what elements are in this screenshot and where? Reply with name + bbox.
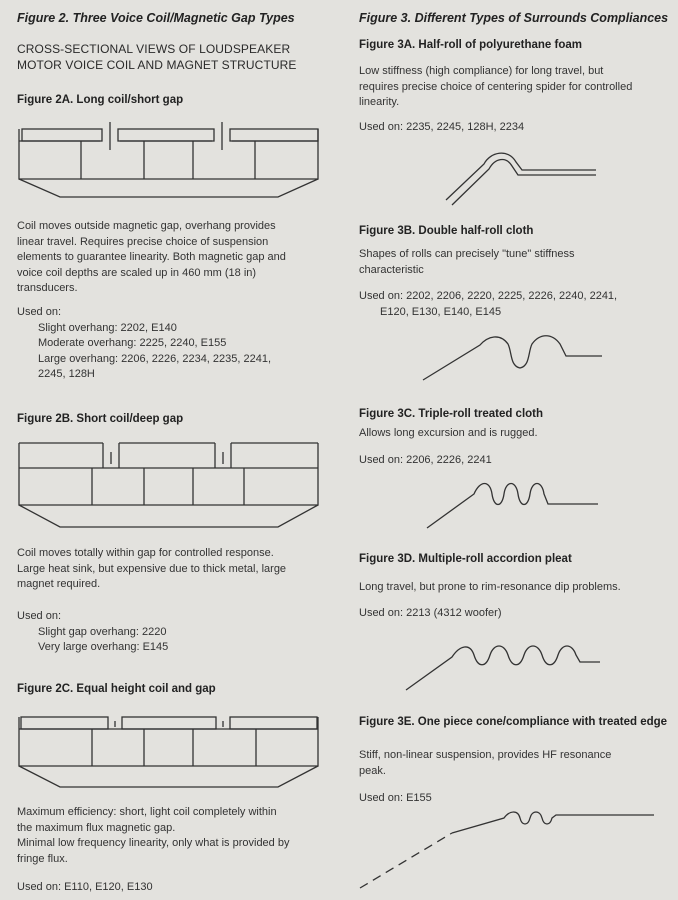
text-line: Minimal low frequency linearity, only what is provided by — [17, 837, 290, 849]
text-line: Coil moves outside magnetic gap, overhang provides — [17, 220, 276, 232]
figure-2a-heading: Figure 2A. Long coil/short gap — [17, 94, 184, 106]
text-line: Low stiffness (high compliance) for long travel, but — [359, 65, 604, 77]
figure-3e-heading: Figure 3E. One piece cone/compliance with treated edge — [359, 716, 668, 728]
figure-3a-heading: Figure 3A. Half-roll of polyurethane foam — [359, 39, 582, 51]
used-on-line: E120, E130, E140, E145 — [380, 305, 502, 318]
figure-3c-heading: Figure 3C. Triple-roll treated cloth — [359, 408, 544, 420]
figure-3c-used-on: Used on: 2206, 2226, 2241 — [359, 454, 492, 466]
text-line: elements to guarantee linearity. Both magnetic gap and — [17, 251, 286, 263]
text-line: Large heat sink, but expensive due to thick metal, large — [17, 562, 287, 575]
text-line: the maximum flux magnetic gap. — [17, 821, 176, 834]
used-on-item: Very large overhang: E145 — [38, 641, 169, 653]
used-on-label: Used on: — [17, 610, 62, 622]
text-line: Coil moves totally within gap for controlled response. — [17, 547, 274, 559]
figure-3e-used-on: Used on: E155 — [359, 792, 432, 804]
used-on-item: Slight gap overhang: 2220 — [38, 625, 167, 638]
figure-3b-heading: Figure 3B. Double half-roll cloth — [359, 225, 534, 237]
used-on-item: 2245, 128H — [38, 368, 95, 380]
text-line: magnet required. — [17, 578, 101, 590]
text-line: Shapes of rolls can precisely "tune" stiffness — [359, 248, 575, 260]
used-on-item: Large overhang: 2206, 2226, 2234, 2235, 2241, — [38, 352, 272, 365]
figure-3d-description: Long travel, but prone to rim-resonance dip problems. — [359, 581, 621, 593]
text-line: characteristic — [359, 263, 424, 276]
figure-3d-heading: Figure 3D. Multiple-roll accordion pleat — [359, 553, 572, 565]
text-line: Stiff, non-linear suspension, provides HF resonance — [359, 749, 612, 761]
figure-3d-used-on: Used on: 2213 (4312 woofer) — [359, 607, 502, 619]
figure-2-title: Figure 2. Three Voice Coil/Magnetic Gap Types — [17, 11, 295, 25]
text-line: linear travel. Requires precise choice of suspension — [17, 235, 269, 248]
text-line: Maximum efficiency: short, light coil completely within — [17, 806, 277, 818]
figure-2b-heading: Figure 2B. Short coil/deep gap — [17, 413, 184, 425]
subtitle-line: CROSS-SECTIONAL VIEWS OF LOUDSPEAKER — [17, 42, 291, 56]
subtitle-line: MOTOR VOICE COIL AND MAGNET STRUCTURE — [17, 58, 297, 72]
figure-2c-heading: Figure 2C. Equal height coil and gap — [17, 683, 216, 695]
figure-2c-used-on: Used on: E110, E120, E130 — [17, 881, 153, 893]
text-line: voice coil depths are scaled up in 460 mm (18 in) — [17, 266, 257, 279]
used-on-line: Used on: 2202, 2206, 2220, 2225, 2226, 2240, 2241, — [359, 290, 618, 302]
text-line: fringe flux. — [17, 852, 68, 865]
figure-3-title: Figure 3. Different Types of Surrounds Compliances — [359, 11, 669, 25]
used-on-item: Slight overhang: 2202, E140 — [38, 321, 177, 334]
text-line: linearity. — [359, 96, 400, 108]
used-on-item: Moderate overhang: 2225, 2240, E155 — [38, 337, 227, 349]
figure-3c-description: Allows long excursion and is rugged. — [359, 427, 538, 439]
text-line: transducers. — [17, 282, 78, 294]
text-line: peak. — [359, 764, 386, 777]
used-on-label: Used on: — [17, 306, 62, 318]
figure-3a-used-on: Used on: 2235, 2245, 128H, 2234 — [359, 121, 525, 133]
text-line: requires precise choice of centering spider for controlled — [359, 80, 633, 93]
